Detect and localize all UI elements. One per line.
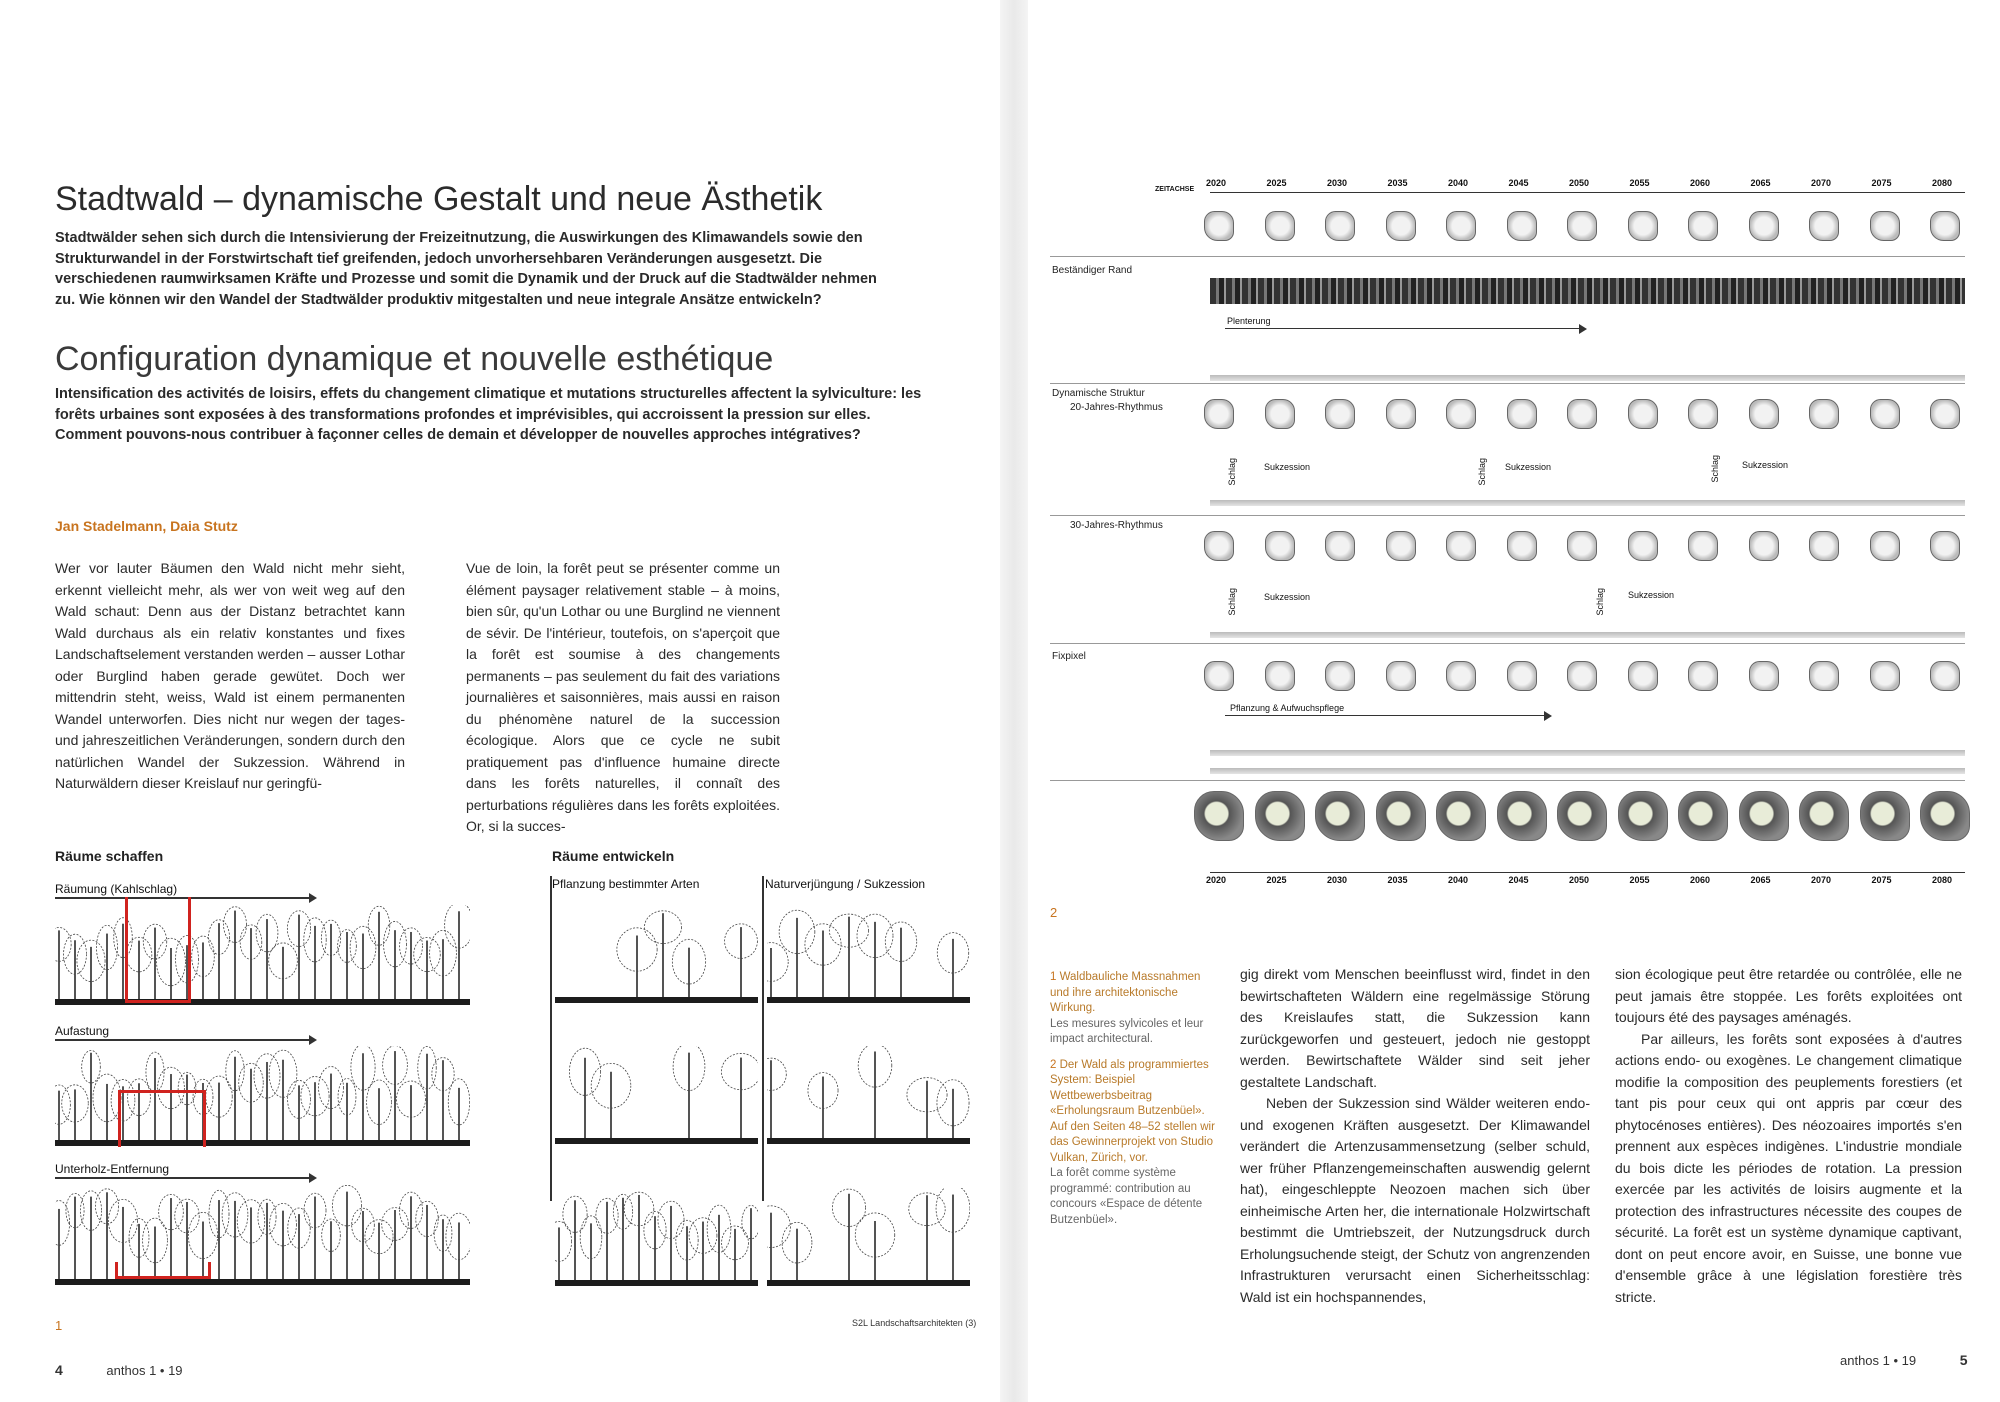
row-label-bestaendiger-rand: Beständiger Rand <box>1052 265 1133 276</box>
anno-sukzession-1: Sukzession <box>1264 462 1311 472</box>
timeline-plan-cell <box>1376 791 1426 841</box>
timeline-plan-cell <box>1497 791 1547 841</box>
timeline-plan-cell <box>1567 661 1597 691</box>
caption-2-fr: La forêt comme système programmé: contribution au concours «Espace de détente Butzenbüel». <box>1050 1167 1203 1226</box>
body-de-paragraph: Neben der Sukzession sind Wälder weiteren endo- und exogenen Kräften ausgesetzt. Der Klimawandel verändert die Artenzusammensetzung (selber schuld, wer früher Pflanzengemeinschaften auswendig gelernt hat), eingeschleppte Neozoen machen sich über einheimische Arten her, die internationale Holzwirtschaft bestimmt die Umtriebszeit, der Nutzungsdruck durch Erholungsuchende steigt, der Schutz von angrenzenden Infrastrukturen verursacht einen Sicherheitsschlag: Wald ist ein hochspannendes, <box>1240 1095 1590 1305</box>
figure-captions <box>1050 970 1218 1228</box>
timeline-plan-cell <box>1930 661 1960 691</box>
page-number-right: 5 <box>1959 1352 1968 1368</box>
body-de-paragraph: gig direkt vom Menschen beeinflusst wird, findet in den bewirtschafteten Wäldern eine regelmässige Störung des Kreislaufes statt, die Sukzession kann zurückgeworfen und gesteuert, jedoch nie gestoppt werden. Bewirtschaftete Wälder sind seit jeher gestaltete Landschaft. <box>1240 966 1590 1090</box>
timeline-plan-cell <box>1507 399 1537 429</box>
label-naturverjuengung: Naturverjüngung / Sukzession <box>765 877 926 891</box>
timeline-plan-cell <box>1749 661 1779 691</box>
timeline-plan-cell <box>1870 531 1900 561</box>
timeline-ground-strip <box>1210 375 1965 381</box>
forest-panel-pflanzung-2 <box>555 1046 758 1144</box>
timeline-plan-cell <box>1567 211 1597 241</box>
timeline-plan-cell <box>1628 399 1658 429</box>
caption-2 <box>1050 1058 1218 1229</box>
timeline-plan-cell <box>1749 399 1779 429</box>
timeline-plan-cell <box>1386 211 1416 241</box>
timeline-year: 2070 <box>1811 178 1832 188</box>
timeline-year: 2080 <box>1932 178 1953 188</box>
axis-label: ZEITACHSE <box>1155 186 1195 193</box>
anno-schlag-30-2: Schlag <box>1595 588 1605 616</box>
timeline-plan-cell <box>1325 531 1355 561</box>
timeline-plan-cell <box>1809 661 1839 691</box>
folio-right <box>1840 1352 1968 1368</box>
timeline-year: 2035 <box>1387 178 1408 188</box>
anno-schlag-3: Schlag <box>1710 455 1720 483</box>
anno-schlag-2: Schlag <box>1477 458 1487 486</box>
timeline-year: 2075 <box>1871 875 1892 885</box>
vertical-arrow-right <box>762 876 764 1201</box>
magazine-issue-right: anthos 1 • 19 <box>1840 1353 1917 1368</box>
timeline-plan-cell <box>1446 399 1476 429</box>
timeline-plan-cell <box>1567 399 1597 429</box>
timeline-year: 2025 <box>1266 875 1287 885</box>
timeline-plan-cell <box>1870 211 1900 241</box>
timeline-year: 2045 <box>1508 178 1529 188</box>
timeline-year: 2055 <box>1629 178 1650 188</box>
red-frame-aufastung <box>118 1090 206 1147</box>
timeline-plan-cell <box>1507 661 1537 691</box>
timeline-plan-cell <box>1688 211 1718 241</box>
timeline-plan-cell <box>1265 531 1295 561</box>
timeline-plan-cell <box>1809 399 1839 429</box>
timeline-year: 2025 <box>1266 178 1287 188</box>
anno-sukzession-2: Sukzession <box>1505 462 1552 472</box>
anno-pflanzung: Pflanzung & Aufwuchspflege <box>1230 703 1345 713</box>
anno-plenterung: Plenterung <box>1227 316 1271 326</box>
timeline-plan-cell <box>1799 791 1849 841</box>
timeline-year: 2075 <box>1871 178 1892 188</box>
timeline-plan-cell <box>1749 531 1779 561</box>
timeline-year: 2065 <box>1750 875 1771 885</box>
timeline-plan-cell <box>1204 661 1234 691</box>
caption-1-number: 1 <box>1050 971 1057 983</box>
timeline-plan-cell <box>1315 791 1365 841</box>
timeline-plan-cell <box>1678 791 1728 841</box>
magazine-issue-left: anthos 1 • 19 <box>106 1363 183 1378</box>
timeline-plan-cell <box>1446 211 1476 241</box>
anno-sukzession-30-1: Sukzession <box>1264 592 1311 602</box>
forest-panel-pflanzung-1 <box>555 905 758 1003</box>
timeline-year: 2020 <box>1206 178 1227 188</box>
page-gutter <box>1000 0 1028 1402</box>
timeline-year: 2070 <box>1811 875 1832 885</box>
body-de-column-right <box>1240 964 1590 1308</box>
timeline-plan-cell <box>1386 661 1416 691</box>
caption-2-de: Der Wald als programmiertes System: Beispiel Wettbewerbsbeitrag «Erholungsraum Butzenbüel». Auf den Seiten 48–52 stellen wir das Gewinnerprojekt von Studio Vulkan, Zürich, vor. <box>1050 1058 1215 1164</box>
caption-2-number: 2 <box>1050 1058 1057 1071</box>
timeline-plan-cell <box>1809 531 1839 561</box>
figure-credit: S2L Landschaftsarchitekten (3) <box>852 1318 977 1328</box>
axis-line-bottom <box>1210 872 1965 873</box>
forest-illustration <box>767 905 970 1003</box>
timeline-plan-cell <box>1930 531 1960 561</box>
timeline-year: 2030 <box>1327 875 1348 885</box>
timeline-plan-cell <box>1507 531 1537 561</box>
timeline-plan-cell <box>1204 531 1234 561</box>
timeline-plan-cell <box>1688 531 1718 561</box>
body-fr-paragraph: Par ailleurs, les forêts sont exposées à d'autres actions endo- ou exogènes. Le changement climatique modifie la composition des peuplements forestiers (et tant pis pour ceux qui ont appris par cœur des phytocénoses entières). Des néozoaires importés s'en prennent aux espèces indigènes. L'industrie mondiale du bois dicte les périodes de rotation. La pression exercée par les activités de loisirs augmente et la protection des infrastructures nécessite des coupes de sécurité. La forêt est un système dynamique captivant, dont on peut encore avoir, en Suisse, une bonne vue d'ensemble grâce à une législation forestière très stricte. <box>1615 1030 1962 1305</box>
timeline-plan-cell <box>1255 791 1305 841</box>
forest-illustration <box>555 1188 758 1286</box>
timeline-year: 2035 <box>1387 875 1408 885</box>
timeline-plan-cell <box>1265 399 1295 429</box>
label-unterholz: Unterholz-Entfernung <box>55 1162 170 1176</box>
forest-panel-natur-1 <box>767 905 970 1003</box>
row-label-fixpixel: Fixpixel <box>1052 651 1086 662</box>
timeline-plan-cell <box>1325 211 1355 241</box>
folio-left <box>55 1362 183 1378</box>
timeline-year: 2065 <box>1750 178 1771 188</box>
lead-de: Stadtwälder sehen sich durch die Intensivierung der Freizeitnutzung, die Auswirkungen des Klimawandels sowie den Strukturwandel in der Forstwirtschaft tief greifenden, jedoch unvorhersehbaren Veränderungen ausgesetzt. Die verschiedenen raumwirksamen Kräfte und Prozesse und somit die Dynamik und der Druck auf die Stadtwälder nehmen zu. Wie können wir den Wandel der Stadtwälder produktiv mitgestalten und neue integrale Ansätze entwickeln? <box>55 230 877 308</box>
title-fr: Configuration dynamique et nouvelle esthétique <box>55 340 774 378</box>
timeline-year: 2060 <box>1690 178 1711 188</box>
timeline-plan-cell <box>1618 791 1668 841</box>
timeline-year: 2040 <box>1448 178 1469 188</box>
timeline-plan-cell <box>1860 791 1910 841</box>
red-frame-raeumung <box>125 897 191 1003</box>
timeline-plan-cell <box>1204 211 1234 241</box>
timeline-plan-cell <box>1386 531 1416 561</box>
forest-illustration <box>767 1188 970 1286</box>
fig1-heading-left: Räume schaffen <box>55 848 164 864</box>
body-fr-paragraph: sion écologique peut être retardée ou contrôlée, elle ne peut jamais être stoppée. Les forêts exploitées ont toujours été des paysages aménagés. <box>1615 966 1962 1025</box>
timeline-year: 2020 <box>1206 875 1227 885</box>
anno-schlag-30-1: Schlag <box>1227 588 1237 616</box>
timeline-year: 2060 <box>1690 875 1711 885</box>
timeline-plan-cell <box>1325 661 1355 691</box>
timeline-plan-cell <box>1628 531 1658 561</box>
timeline-plan-cell <box>1204 399 1234 429</box>
red-frame-unterholz <box>115 1262 211 1279</box>
lead-fr: Intensification des activités de loisirs, effets du changement climatique et mutations structurelles affectent la sylviculture: les forêts urbaines sont exposées à des transformations profondes et imprévisibles, qui accroissent la pression sur elles. Comment pouvons-nous contribuer à façonner celles de demain et développer de nouvelles approches intégratives? <box>55 386 922 443</box>
authors: Jan Stadelmann, Daia Stutz <box>55 518 238 534</box>
timeline-plan-cell <box>1688 399 1718 429</box>
timeline-plan-cell <box>1386 399 1416 429</box>
caption-1-de: Waldbauliche Massnahmen und ihre architektonische Wirkung. <box>1050 971 1201 1014</box>
row-sublabel-30: 30-Jahres-Rhythmus <box>1070 520 1163 531</box>
label-aufastung: Aufastung <box>55 1024 110 1038</box>
arrow-plenterung <box>1225 328 1585 329</box>
timeline-plan-cell <box>1870 661 1900 691</box>
row-divider <box>1050 780 1965 781</box>
axis-line-top <box>1210 192 1965 193</box>
row-divider <box>1050 256 1965 257</box>
row-divider <box>1050 515 1965 516</box>
timeline-year: 2050 <box>1569 178 1590 188</box>
forest-illustration <box>555 1046 758 1144</box>
arrow-unterholz <box>55 1177 315 1179</box>
timeline-plan-cell <box>1628 211 1658 241</box>
timeline-ground-strip <box>1210 750 1965 756</box>
timeline-plan-cell <box>1265 661 1295 691</box>
anno-sukzession-30-2: Sukzession <box>1628 590 1675 600</box>
forest-illustration <box>55 905 470 1005</box>
timeline-year: 2040 <box>1448 875 1469 885</box>
timeline-ground-strip <box>1210 500 1965 506</box>
body-fr-column: Vue de loin, la forêt peut se présenter comme un élément paysager relativement stable – à moins, bien sûr, qu'un Lothar ou une Burglind ne viennent de sévir. De l'intérieur, toutefois, on s'aperçoit que la forêt est soumise à des changements permanents – pas seulement du fait des variations journalières et saisonnières, mais aussi en raison du phénomène naturel de la succession écologique. Alors que ce cycle ne subit pratiquement pas d'influence humaine directe dans les forêts naturelles, il connaît des perturbations régulières dans les forêts exploitées. Or, si la succes- <box>466 560 780 834</box>
page-number-left: 4 <box>55 1362 63 1378</box>
timeline-plan-cell <box>1265 211 1295 241</box>
timeline-year: 2055 <box>1629 875 1650 885</box>
forest-timeline-diagram <box>1050 170 1965 890</box>
row-divider <box>1050 643 1965 644</box>
forest-panel-pflanzung-3 <box>555 1188 758 1286</box>
timeline-plan-cell <box>1194 791 1244 841</box>
row-sublabel-20: 20-Jahres-Rhythmus <box>1070 402 1163 413</box>
timeline-plan-cell <box>1920 791 1970 841</box>
forest-panel-natur-2 <box>767 1046 970 1144</box>
vertical-arrow-left <box>550 876 552 1201</box>
fig1-heading-right: Räume entwickeln <box>552 848 675 864</box>
timeline-plan-cell <box>1930 211 1960 241</box>
body-fr-column-right <box>1615 964 1962 1308</box>
timeline-year: 2045 <box>1508 875 1529 885</box>
anno-sukzession-3: Sukzession <box>1742 460 1789 470</box>
timeline-plan-cell <box>1870 399 1900 429</box>
timeline-year: 2080 <box>1932 875 1953 885</box>
forest-panel-natur-3 <box>767 1188 970 1286</box>
forest-illustration <box>767 1046 970 1144</box>
row-divider <box>1050 383 1965 384</box>
timeline-plan-cell <box>1809 211 1839 241</box>
timeline-plan-cell <box>1507 211 1537 241</box>
timeline-plan-cell <box>1446 661 1476 691</box>
timeline-plan-cell <box>1557 791 1607 841</box>
forest-panel-raeumung <box>55 905 470 1005</box>
timeline-plan-cell <box>1446 531 1476 561</box>
arrow-pflanzung <box>1225 715 1550 716</box>
figure-1-number: 1 <box>55 1318 63 1333</box>
label-pflanzung: Pflanzung bestimmter Arten <box>552 877 700 891</box>
timeline-ground-strip <box>1210 632 1965 638</box>
timeline-plan-cell <box>1436 791 1486 841</box>
timeline-ground-strip <box>1210 768 1965 774</box>
figure-2-number: 2 <box>1050 905 1058 920</box>
timeline-plan-cell <box>1739 791 1789 841</box>
timeline-plan-cell <box>1325 399 1355 429</box>
timeline-plan-cell <box>1567 531 1597 561</box>
timeline-ground-strip <box>1210 278 1965 304</box>
caption-1 <box>1050 970 1218 1048</box>
title-de: Stadtwald – dynamische Gestalt und neue Ästhetik <box>55 180 823 218</box>
timeline-plan-cell <box>1628 661 1658 691</box>
forest-illustration <box>555 905 758 1003</box>
row-label-dynamische-struktur: Dynamische Struktur <box>1052 388 1145 399</box>
timeline-year: 2050 <box>1569 875 1590 885</box>
timeline-year: 2030 <box>1327 178 1348 188</box>
timeline-plan-cell <box>1688 661 1718 691</box>
timeline-plan-cell <box>1930 399 1960 429</box>
label-raeumung: Räumung (Kahlschlag) <box>55 882 178 896</box>
caption-1-fr: Les mesures sylvicoles et leur impact architectural. <box>1050 1017 1204 1045</box>
body-de-column: Wer vor lauter Bäumen den Wald nicht mehr sieht, erkennt vielleicht mehr, als wer von weit weg auf den Wald schaut: Denn aus der Distanz betrachtet kann Wald durchaus als ein relativ konstantes und fixes Landschaftselement verstanden werden – ausser Lothar oder Burglind haben gerade gewütet. Doch wer mittendrin steht, weiss, Wald ist einem permanenten Wandel unterworfen. Dies nicht nur wegen der tages- und jahreszeitlichen Veränderungen, sondern durch den natürlichen Wandel der Sukzession. Während in Naturwäldern dieser Kreislauf nur geringfü- <box>55 560 405 791</box>
arrow-aufastung <box>55 1039 315 1041</box>
anno-schlag-1: Schlag <box>1227 458 1237 486</box>
timeline-plan-cell <box>1749 211 1779 241</box>
